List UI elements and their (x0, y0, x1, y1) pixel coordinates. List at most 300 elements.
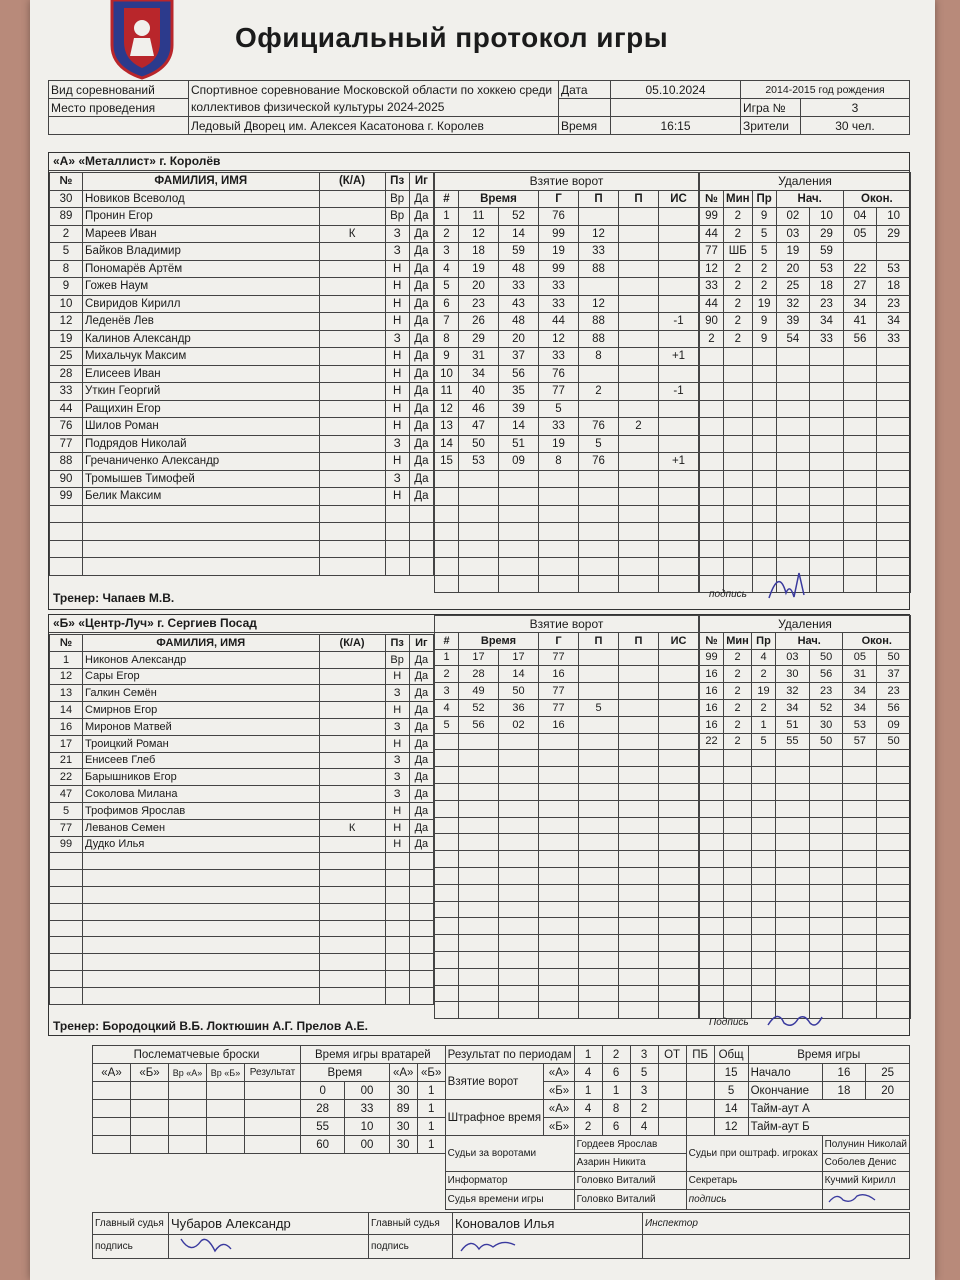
team-b-penalty-row (700, 951, 911, 968)
goal-sec (499, 884, 539, 901)
goal-no (435, 985, 459, 1002)
player-name: Гожев Наум (83, 278, 320, 296)
goal-min (459, 851, 499, 868)
goal-min: 34 (459, 365, 499, 383)
pen-min: 2 (724, 699, 752, 716)
player-position: З (385, 752, 409, 769)
pen-end-sec: 56 (877, 699, 911, 716)
goal-scorer (539, 935, 579, 952)
period-1-head: 1 (574, 1046, 602, 1064)
team-b-goal-row (435, 1002, 699, 1019)
col-pr: Пр (752, 190, 776, 208)
goal-assist-2 (619, 225, 659, 243)
player-name: Подрядов Николай (83, 435, 320, 453)
pen-player: 12 (700, 260, 724, 278)
player-role (319, 278, 385, 296)
goal-sec (499, 1002, 539, 1019)
goal-situation: +1 (659, 348, 699, 366)
goal-sec (499, 800, 539, 817)
player-position: Н (385, 668, 409, 685)
pen-player (700, 750, 724, 767)
period-2-head: 2 (602, 1046, 630, 1064)
player-number: 5 (50, 243, 83, 261)
team-b-penalty-row (700, 968, 911, 985)
team-b-goal-row (435, 683, 699, 700)
goal-assist-2 (619, 901, 659, 918)
pen-end-sec (877, 488, 911, 506)
goal-assist-1: 5 (579, 699, 619, 716)
pen-player (700, 985, 724, 1002)
pen-min (724, 435, 753, 453)
player-number: 33 (50, 383, 83, 401)
team-a-penalty-row (700, 278, 911, 296)
goal-assist-1 (579, 884, 619, 901)
secretary-label: Секретарь (686, 1172, 822, 1190)
team-b-goal-row (435, 901, 699, 918)
game-label: Игра № (741, 99, 801, 117)
goal-sec (499, 935, 539, 952)
pen-start-min (776, 783, 810, 800)
goal-min: 12 (459, 225, 499, 243)
goal-situation (659, 470, 699, 488)
player-name: Елисеев Иван (83, 365, 320, 383)
team-b-player-row (50, 819, 434, 836)
pen-player: 44 (700, 225, 724, 243)
goal-scorer (539, 901, 579, 918)
chief-1-sign-label: подпись (93, 1235, 169, 1259)
team-b-player-row (50, 718, 434, 735)
col-hash: # (435, 190, 459, 208)
chief-referee-2: Коновалов Илья (453, 1213, 643, 1235)
goal-assist-2 (619, 540, 659, 558)
goal-situation (659, 935, 699, 952)
goal-min: 17 (459, 649, 499, 666)
goal-assist-1 (579, 935, 619, 952)
pen-player (700, 400, 724, 418)
goal-assist-2 (619, 278, 659, 296)
player-number (50, 870, 83, 887)
goals-title: Взятие ворот (435, 616, 699, 633)
pen-min (724, 935, 752, 952)
pen-end-sec (877, 817, 911, 834)
pen-player (700, 435, 724, 453)
goal-scorer: 19 (539, 435, 579, 453)
player-role (319, 540, 385, 558)
team-b-goal-row (435, 918, 699, 935)
goal-sec (499, 951, 539, 968)
goal-no (435, 540, 459, 558)
pen-code (752, 540, 776, 558)
pen-end-min (843, 365, 877, 383)
goal-no (435, 817, 459, 834)
goal-scorer (539, 1002, 579, 1019)
goal-min (459, 523, 499, 541)
goal-min: 52 (459, 699, 499, 716)
team-a-penalty-row (700, 260, 911, 278)
penalty-judge-1: Полунин Николай (822, 1136, 909, 1154)
goal-sec: 50 (499, 683, 539, 700)
pen-code (752, 418, 776, 436)
team-b-goal-row (435, 867, 699, 884)
goal-assist-1 (579, 683, 619, 700)
player-plays: Да (409, 208, 433, 226)
gk-r3-min: 55 (301, 1118, 345, 1136)
pim-a-p3: 2 (630, 1100, 658, 1118)
team-b-penalty-row (700, 716, 911, 733)
team-a-goal-row (435, 260, 699, 278)
team-a-penalty-row (700, 348, 911, 366)
pen-end-min: 34 (843, 683, 877, 700)
goal-situation (659, 540, 699, 558)
goal-sec (499, 767, 539, 784)
player-number: 2 (50, 225, 83, 243)
goal-assist-2 (619, 1002, 659, 1019)
goal-situation (659, 901, 699, 918)
pen-start-min: 32 (776, 295, 810, 313)
team-b-goal-row (435, 951, 699, 968)
secretary-signature-scribble (825, 1190, 885, 1206)
player-number: 8 (50, 260, 83, 278)
goal-situation (659, 767, 699, 784)
pen-min: 2 (724, 313, 753, 331)
pen-end-sec (877, 901, 911, 918)
team-a-player-row (50, 418, 434, 436)
gk-r2-sec: 33 (345, 1100, 389, 1118)
pen-code (752, 834, 776, 851)
goal-situation (659, 867, 699, 884)
player-name: Калинов Александр (83, 330, 320, 348)
team-a-coach: Тренер: Чапаев М.В. (53, 591, 175, 605)
player-name: Миронов Матвей (83, 718, 320, 735)
col-p1: П (579, 632, 619, 649)
player-number: 77 (50, 435, 83, 453)
goal-assist-1 (579, 817, 619, 834)
pen-start-sec: 23 (809, 683, 843, 700)
team-a-block (48, 152, 910, 610)
goal-judges-label: Судьи за воротами (445, 1136, 574, 1172)
player-number (50, 937, 83, 954)
end-label: Окончание (748, 1082, 822, 1100)
team-b-player-row (50, 702, 434, 719)
col-min: Мин (724, 632, 752, 649)
pen-end-min: 56 (843, 330, 877, 348)
goal-sec: 37 (499, 348, 539, 366)
player-number (50, 886, 83, 903)
col-p2: П (619, 190, 659, 208)
player-number: 99 (50, 488, 83, 506)
goal-situation (659, 435, 699, 453)
pen-player: 77 (700, 243, 724, 261)
goal-min: 53 (459, 453, 499, 471)
goal-assist-2 (619, 649, 659, 666)
pen-min: 2 (724, 733, 752, 750)
player-number: 10 (50, 295, 83, 313)
team-a-goal-row (435, 523, 699, 541)
pen-start-min (776, 800, 810, 817)
pen-player (700, 488, 724, 506)
so-col-result: Результат (245, 1064, 301, 1082)
goal-no: 4 (435, 260, 459, 278)
player-position: З (385, 330, 409, 348)
so-col-gk-a: Вр «А» (169, 1064, 207, 1082)
pen-min (724, 951, 752, 968)
player-role (319, 418, 385, 436)
goal-scorer: 33 (539, 295, 579, 313)
pen-code (752, 470, 776, 488)
pen-end-sec: 18 (877, 278, 911, 296)
pen-start-sec (809, 800, 843, 817)
pim-team-a: «А» (544, 1100, 574, 1118)
pen-start-min (776, 453, 810, 471)
pen-start-min: 55 (776, 733, 810, 750)
pen-start-sec (809, 767, 843, 784)
player-plays: Да (409, 802, 433, 819)
pen-start-sec (810, 488, 844, 506)
player-name (83, 920, 320, 937)
player-plays: Да (409, 769, 433, 786)
pen-player (700, 418, 724, 436)
goal-situation: -1 (659, 313, 699, 331)
player-position: Н (385, 260, 409, 278)
team-a-goal-row (435, 208, 699, 226)
goal-scorer: 77 (539, 683, 579, 700)
pen-end-min: 57 (843, 733, 877, 750)
pen-end-sec (877, 985, 911, 1002)
pen-end-min (843, 834, 877, 851)
col-min: Мин (724, 190, 753, 208)
pen-end-sec: 29 (877, 225, 911, 243)
player-name (83, 903, 320, 920)
col-is: ИС (659, 632, 699, 649)
pen-code (752, 383, 776, 401)
team-a-player-row (50, 365, 434, 383)
pen-player: 22 (700, 733, 724, 750)
pen-end-min (843, 558, 877, 576)
team-a-penalty-row (700, 540, 911, 558)
goal-scorer (539, 867, 579, 884)
goal-assist-2 (619, 699, 659, 716)
penalties-title: Удаления (700, 173, 911, 191)
pen-code: 5 (752, 243, 776, 261)
player-position (385, 937, 409, 954)
team-b-player-row (50, 886, 434, 903)
goal-min (459, 540, 499, 558)
pen-start-min (776, 540, 810, 558)
player-role (319, 954, 385, 971)
goal-situation (659, 505, 699, 523)
player-role (319, 903, 385, 920)
team-a-goal-row (435, 225, 699, 243)
player-name: Дудко Илья (83, 836, 320, 853)
goal-assist-1 (579, 750, 619, 767)
goal-min: 20 (459, 278, 499, 296)
player-name: Тромышев Тимофей (83, 470, 320, 488)
pen-start-sec: 50 (809, 649, 843, 666)
goal-scorer (539, 540, 579, 558)
team-a-player-row (50, 505, 434, 523)
team-b-goal-row (435, 733, 699, 750)
pen-start-sec (809, 901, 843, 918)
pen-end-min: 27 (843, 278, 877, 296)
goal-assist-2 (619, 365, 659, 383)
goals-b-p2: 1 (602, 1082, 630, 1100)
pen-min (724, 884, 752, 901)
pen-min (724, 540, 753, 558)
team-a-player-row (50, 225, 434, 243)
player-name (83, 523, 320, 541)
birth-years: 2014-2015 год рождения (741, 81, 910, 99)
periods-title: Результат по периодам (445, 1046, 574, 1064)
player-position (385, 558, 409, 576)
player-position (385, 870, 409, 887)
pen-start-min: 20 (776, 260, 810, 278)
goal-min: 19 (459, 260, 499, 278)
gk-col-a: «А» (389, 1064, 417, 1082)
goal-assist-2 (619, 800, 659, 817)
goal-sec: 56 (499, 365, 539, 383)
pen-start-min (776, 400, 810, 418)
player-plays: Да (409, 383, 433, 401)
goal-situation (659, 985, 699, 1002)
competition-value: Спортивное соревнование Московской области по хоккею среди коллективов физической культуры 2024-2025 (189, 81, 559, 117)
pen-start-sec: 53 (810, 260, 844, 278)
goals-a-total: 15 (714, 1064, 748, 1082)
pen-start-sec (810, 575, 844, 593)
player-position (385, 920, 409, 937)
goal-assist-2 (619, 470, 659, 488)
goal-min (459, 733, 499, 750)
player-number: 17 (50, 735, 83, 752)
shootout-title: Послематчевые броски (93, 1046, 301, 1064)
col-no: № (50, 173, 83, 191)
venue-value: Ледовый Дворец им. Алексея Касатонова г. Королев (189, 117, 559, 135)
gk-r4-min: 60 (301, 1136, 345, 1154)
pen-player (700, 558, 724, 576)
player-role (319, 208, 385, 226)
goal-scorer (539, 575, 579, 593)
goal-scorer (539, 767, 579, 784)
pen-code (752, 851, 776, 868)
gk-r1-b: 1 (417, 1082, 445, 1100)
gk-r2-a: 89 (389, 1100, 417, 1118)
goal-assist-1 (579, 575, 619, 593)
goal-sec (499, 817, 539, 834)
pen-code: 19 (752, 295, 776, 313)
pen-start-min (776, 985, 810, 1002)
player-position: З (385, 470, 409, 488)
pen-end-sec (877, 348, 911, 366)
team-b-penalty-row (700, 649, 911, 666)
goal-scorer: 77 (539, 383, 579, 401)
goal-no (435, 575, 459, 593)
player-role (319, 558, 385, 576)
goal-min (459, 575, 499, 593)
pen-end-min (843, 540, 877, 558)
goal-min (459, 901, 499, 918)
pen-start-min (776, 348, 810, 366)
player-position: З (385, 243, 409, 261)
player-plays: Да (409, 668, 433, 685)
goal-sec: 39 (499, 400, 539, 418)
goal-no: 2 (435, 666, 459, 683)
goal-assist-1 (579, 208, 619, 226)
goal-no (435, 834, 459, 851)
team-b-goal-row (435, 935, 699, 952)
player-plays: Да (409, 453, 433, 471)
goals-a-so (686, 1064, 714, 1082)
team-a-penalty-row (700, 365, 911, 383)
pen-start-min: 03 (776, 649, 810, 666)
pen-min (724, 400, 753, 418)
pen-min (724, 783, 752, 800)
pen-end-sec (877, 470, 911, 488)
goal-situation (659, 884, 699, 901)
goals-b-ot (658, 1082, 686, 1100)
player-name: Новиков Всеволод (83, 190, 320, 208)
pim-a-so (686, 1100, 714, 1118)
pen-start-min (776, 935, 810, 952)
pim-a-total: 14 (714, 1100, 748, 1118)
goal-sec: 14 (499, 225, 539, 243)
player-plays: Да (409, 348, 433, 366)
pen-end-min: 41 (843, 313, 877, 331)
goal-situation (659, 260, 699, 278)
goal-situation (659, 834, 699, 851)
goal-sec (499, 867, 539, 884)
pen-code (752, 918, 776, 935)
player-role (319, 383, 385, 401)
team-a-player-row (50, 470, 434, 488)
player-plays: Да (409, 702, 433, 719)
goal-no: 4 (435, 699, 459, 716)
pen-min (724, 834, 752, 851)
protocol-sheet (30, 0, 935, 1280)
pen-end-sec (877, 935, 911, 952)
ot-head: ОТ (658, 1046, 686, 1064)
goal-min: 29 (459, 330, 499, 348)
pen-code (752, 523, 776, 541)
pen-min (724, 418, 753, 436)
goal-scorer: 33 (539, 418, 579, 436)
pen-code (752, 783, 776, 800)
team-a-goal-row (435, 330, 699, 348)
goal-assist-1 (579, 649, 619, 666)
player-name: Уткин Георгий (83, 383, 320, 401)
team-a-goal-row (435, 575, 699, 593)
team-a-penalty-row (700, 383, 911, 401)
goal-situation: -1 (659, 383, 699, 401)
player-name: Михальчук Максим (83, 348, 320, 366)
goal-assist-2 (619, 505, 659, 523)
goal-min: 28 (459, 666, 499, 683)
pen-player: 33 (700, 278, 724, 296)
goal-min (459, 884, 499, 901)
team-a-player-row (50, 453, 434, 471)
goal-situation (659, 783, 699, 800)
pen-start-sec (809, 867, 843, 884)
player-role (319, 348, 385, 366)
player-role (319, 243, 385, 261)
goals-a-p2: 6 (602, 1064, 630, 1082)
pen-start-min (776, 523, 810, 541)
goal-sec: 09 (499, 453, 539, 471)
player-plays: Да (409, 685, 433, 702)
player-position: З (385, 718, 409, 735)
pen-start-min (776, 817, 810, 834)
pen-end-sec (877, 968, 911, 985)
team-a-goal-row (435, 295, 699, 313)
team-a-penalty-row (700, 505, 911, 523)
